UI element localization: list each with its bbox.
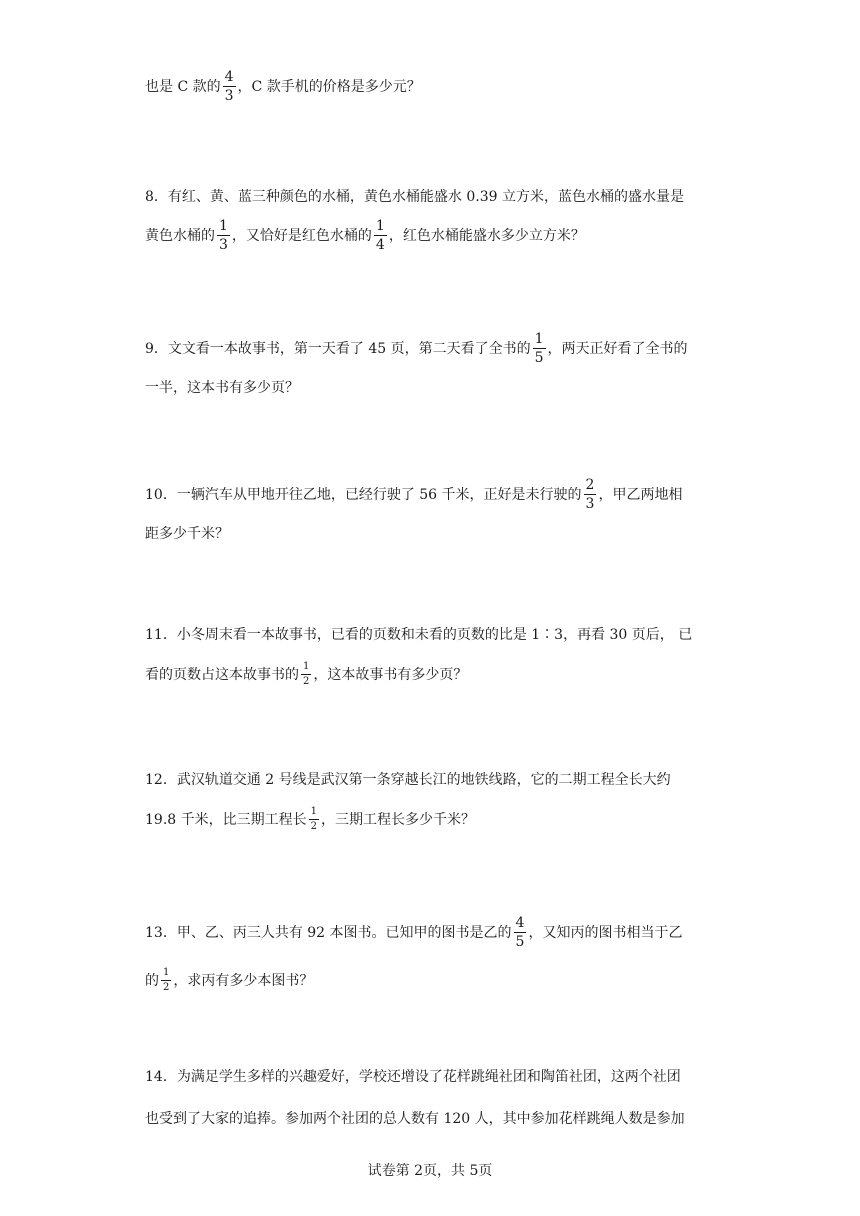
text: 看的页数占这本故事书的 <box>145 667 299 683</box>
fraction-1-3 <box>217 219 230 252</box>
numerator: 4 <box>224 68 234 85</box>
q11-line-1 <box>145 614 692 654</box>
fraction-4-5 <box>514 916 527 949</box>
text: 11．小冬周末看一本故事书，已看的页数和未看的页数的比是 1∶3，再看 30 页后， 已 <box>145 627 693 643</box>
text: 也受到了大家的追捧。参加两个社团的总人数有 120 人，其中参加花样跳绳人数是参加 <box>145 1111 685 1127</box>
text: 8．有红、黄、蓝三种颜色的水桶，黄色水桶能盛水 0.39 立方米，蓝色水桶的盛水量是 <box>145 189 684 205</box>
text: ，又恰好是红色水桶的 <box>231 228 372 244</box>
q9-line-1 <box>145 328 688 368</box>
numerator: 1 <box>301 662 311 675</box>
q14-line-2 <box>145 1098 685 1138</box>
page-footer: 试卷第 2页，共 5页 <box>367 1163 493 1179</box>
numerator: 1 <box>219 217 228 234</box>
text: ，这本故事书有多少页？ <box>313 667 468 683</box>
numerator: 4 <box>515 914 525 931</box>
fraction-1-2 <box>161 968 171 993</box>
text: ，甲乙两地相 <box>598 487 683 503</box>
text: 9．文文看一本故事书，第一天看了 45 页，第二天看了全书的 <box>145 341 531 357</box>
text: ，红色水桶能盛水多少立方米？ <box>388 228 585 244</box>
q7-line <box>145 66 421 106</box>
q8-line-2 <box>145 215 585 255</box>
denominator: 4 <box>375 236 385 253</box>
text: 10．一辆汽车从甲地开往乙地，已经行驶了 56 千米，正好是未行驶的 <box>145 487 582 503</box>
q13-line-2 <box>145 960 313 1000</box>
numerator: 1 <box>375 217 385 234</box>
denominator: 2 <box>163 981 170 993</box>
q12-line-2 <box>145 799 475 839</box>
text: ，两天正好看了全书的 <box>547 341 688 357</box>
numerator: 1 <box>309 807 319 820</box>
q8-line-1 <box>145 176 684 216</box>
text: 13．甲、乙、丙三人共有 92 本图书。已知甲的图书是乙的 <box>145 925 512 941</box>
text: 也是 C 款的 <box>145 79 221 95</box>
text: 的 <box>145 973 159 989</box>
q10-line-1 <box>145 474 682 514</box>
text: 14．为满足学生多样的兴趣爱好，学校还增设了花样跳绳社团和陶笛社团，这两个社团 <box>145 1069 681 1085</box>
q11-line-2 <box>145 654 467 694</box>
fraction-1-5 <box>533 332 546 365</box>
denominator: 3 <box>585 495 595 512</box>
denominator: 2 <box>303 675 310 687</box>
denominator: 2 <box>310 820 317 832</box>
text: ，C 款手机的价格是多少元？ <box>237 79 421 95</box>
numerator: 2 <box>585 476 595 493</box>
q9-line-2 <box>145 367 299 407</box>
text: 黄色水桶的 <box>145 228 215 244</box>
text: ，又知丙的图书相当于乙 <box>528 925 683 941</box>
fraction-1-4 <box>374 219 387 252</box>
q12-line-1 <box>145 759 671 799</box>
denominator: 3 <box>219 236 228 253</box>
q10-line-2 <box>145 513 229 553</box>
q13-line-1 <box>145 912 682 952</box>
text: 距多少千米？ <box>145 526 229 542</box>
q14-line-1 <box>145 1056 681 1096</box>
text: 一半，这本书有多少页？ <box>145 380 299 396</box>
denominator: 5 <box>534 349 544 366</box>
text: ，三期工程长多少千米？ <box>321 812 475 828</box>
fraction-1-2 <box>309 807 319 832</box>
denominator: 5 <box>515 933 525 950</box>
fraction-4-3 <box>223 70 236 103</box>
numerator: 1 <box>534 330 544 347</box>
fraction-2-3 <box>584 478 597 511</box>
text: ，求丙有多少本图书？ <box>173 973 314 989</box>
fraction-1-2 <box>301 662 311 687</box>
text: 12．武汉轨道交通 2 号线是武汉第一条穿越长江的地铁线路，它的二期工程全长大约 <box>145 772 671 788</box>
denominator: 3 <box>224 87 234 104</box>
text: 19.8 千米，比三期工程长 <box>145 812 307 828</box>
numerator: 1 <box>161 968 171 981</box>
